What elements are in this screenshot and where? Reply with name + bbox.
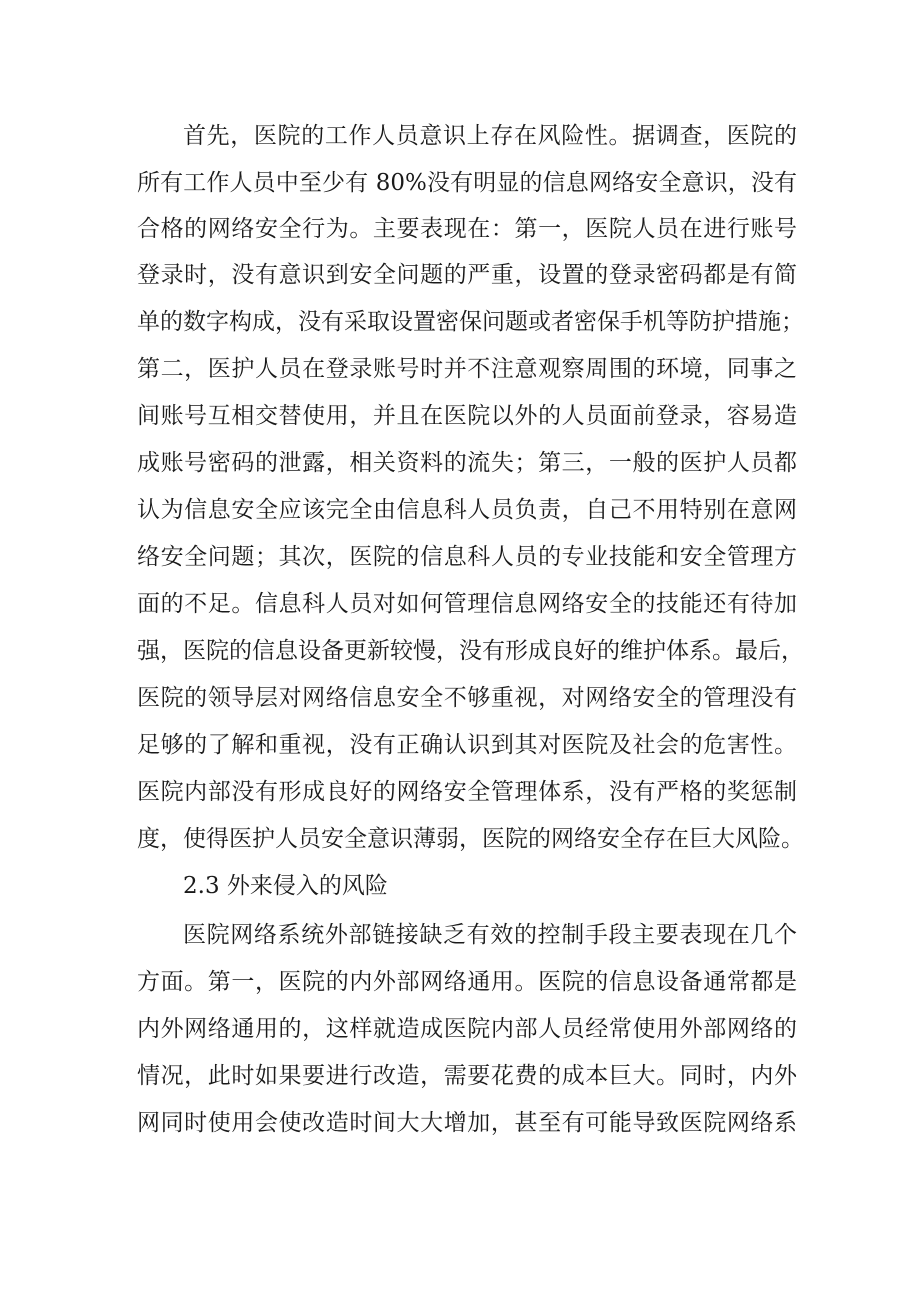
paragraph-line: 登录时，没有意识到安全问题的严重，设置的登录密码都是有简	[137, 262, 797, 288]
paragraph-line: 认为信息安全应该完全由信息科人员负责，自己不用特别在意网	[137, 497, 797, 523]
paragraph-line: 单的数字构成，没有采取设置密保问题或者密保手机等防护措施；	[137, 309, 804, 335]
paragraph-line: 医院内部没有形成良好的网络安全管理体系，没有严格的奖惩制	[137, 779, 797, 805]
paragraph-line: 强，医院的信息设备更新较慢，没有形成良好的维护体系。最后，	[137, 638, 804, 664]
paragraph-line: 情况，此时如果要进行改造，需要花费的成本巨大。同时，内外	[137, 1063, 797, 1089]
section-heading: 2.3 外来侵入的风险	[183, 873, 388, 899]
paragraph-line: 内外网络通用的，这样就造成医院内部人员经常使用外部网络的	[137, 1016, 797, 1042]
paragraph-line: 间账号互相交替使用，并且在医院以外的人员面前登录，容易造	[137, 403, 797, 429]
paragraph-line: 所有工作人员中至少有 80%没有明显的信息网络安全意识，没有	[137, 170, 797, 196]
paragraph-line: 合格的网络安全行为。主要表现在：第一，医院人员在进行账号	[137, 216, 797, 242]
paragraph-line: 络安全问题；其次，医院的信息科人员的专业技能和安全管理方	[137, 544, 797, 570]
paragraph-line: 度，使得医护人员安全意识薄弱，医院的网络安全存在巨大风险。	[137, 826, 804, 852]
paragraph-line: 方面。第一，医院的内外部网络通用。医院的信息设备通常都是	[137, 969, 797, 995]
paragraph-line: 医院网络系统外部链接缺乏有效的控制手段主要表现在几个	[183, 922, 797, 948]
paragraph-line: 第二，医护人员在登录账号时并不注意观察周围的环境，同事之	[137, 356, 797, 382]
paragraph-line: 网同时使用会使改造时间大大增加，甚至有可能导致医院网络系	[137, 1110, 797, 1136]
paragraph-line: 成账号密码的泄露，相关资料的流失；第三，一般的医护人员都	[137, 450, 797, 476]
paragraph-line: 首先，医院的工作人员意识上存在风险性。据调查，医院的	[183, 123, 797, 149]
paragraph-line: 面的不足。信息科人员对如何管理信息网络安全的技能还有待加	[137, 591, 797, 617]
paragraph-line: 足够的了解和重视，没有正确认识到其对医院及社会的危害性。	[137, 732, 797, 758]
paragraph-line: 医院的领导层对网络信息安全不够重视，对网络安全的管理没有	[137, 685, 797, 711]
